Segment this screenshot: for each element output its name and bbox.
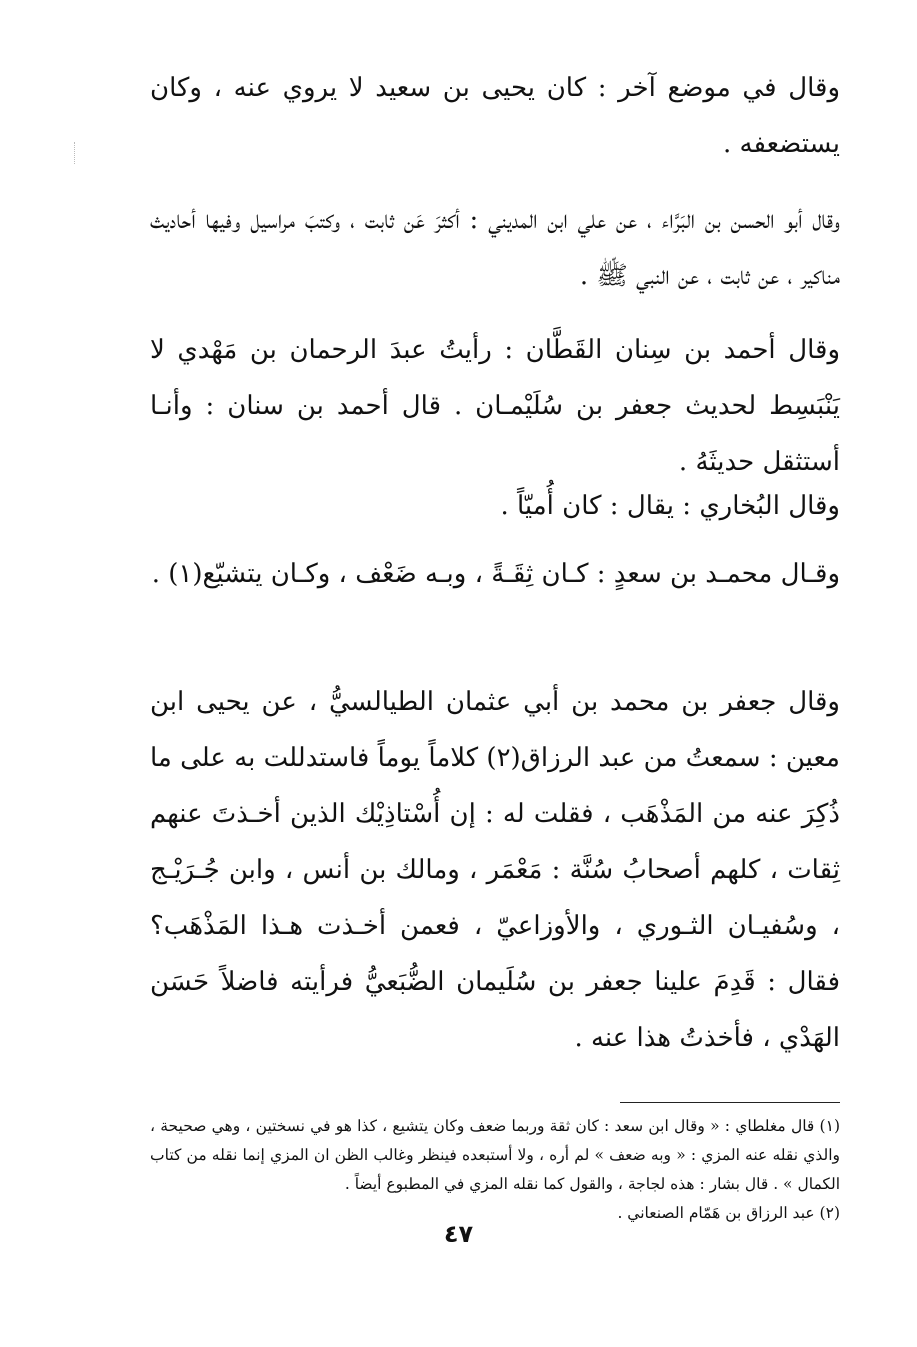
footnote-separator bbox=[620, 1102, 840, 1103]
footnote-1: (١) قال مغلطاي : « وقال ابن سعد : كان ثقة وربما ضعف وكان يتشيع ، كذا هو في نسختين ، وهي صحيحة ، والذي نقله عنه المزي : « وبه ضعف » لم أره ، ولا أستبعده فينظر وغالب الظن ان المزي إنما نقله من كتاب الكمال » . قال بشار : هذه لجاجة ، والقول كما نقله المزي في المطبوع أيضاً . bbox=[150, 1117, 840, 1193]
paragraph-1: وقال في موضع آخر : كان يحيى بن سعيد لا يروي عنه ، وكان يستضعفه . bbox=[150, 73, 840, 159]
footnotes bbox=[150, 1112, 840, 1228]
paragraph-6: وقال جعفر بن محمد بن أبي عثمان الطيالسيُّ ، عن يحيى ابن معين : سمعتُ من عبد الرزاق(٢) كلاماً يوماً فاستدللت به على ما ذُكِرَ عنه من المَذْهَب ، فقلت له : إن أُسْتاذِيْك الذين أخـذتَ عنهم ثِقات ، كلهم أصحابُ سُنَّة : مَعْمَر ، ومالك بن أنس ، وابن جُـرَيْـج ، وسُفيـان الثـوري ، والأوزاعيّ ، فعمن أخـذت هـذا المَذْهَب؟ فقال : قَدِمَ علينا جعفر بن سُلَيمان الضُّبَعيُّ فرأيته فاضلاً حَسَن الهَدْي ، فأخذتُ هذا عنه . bbox=[150, 687, 841, 1053]
page-number: ٤٧ bbox=[443, 1220, 474, 1248]
margin-dots bbox=[74, 142, 76, 164]
paragraph-4: وقال البُخاري : يقال : كان أُميّاً . bbox=[500, 491, 840, 521]
paragraph-5: وقـال محمـد بن سعدٍ : كـان ثِقَـةً ، وبـه ضَعْف ، وكـان يتشيّع(١) . bbox=[151, 559, 840, 589]
footnote-2: (٢) عبد الرزاق بن هَمّام الصنعاني . bbox=[617, 1204, 840, 1222]
paragraph-2: وقال أبو الحسن بن البَرَّاء ، عن علي ابن المديني : أكثرَ عَن ثابت ، وكتبَ مراسيل وفيها أحاديث مناكير ، عن ثابت ، عن النبي ﷺ . bbox=[150, 205, 840, 291]
paragraph-3: وقال أحمد بن سِنان القَطَّان : رأيتُ عبدَ الرحمان بن مَهْدي لا يَنْبَسِط لحديث جعفر بن سُلَيْمـان . قال أحمد بن سنان : وأنـا أستثقل حديثَهُ . bbox=[150, 335, 840, 477]
